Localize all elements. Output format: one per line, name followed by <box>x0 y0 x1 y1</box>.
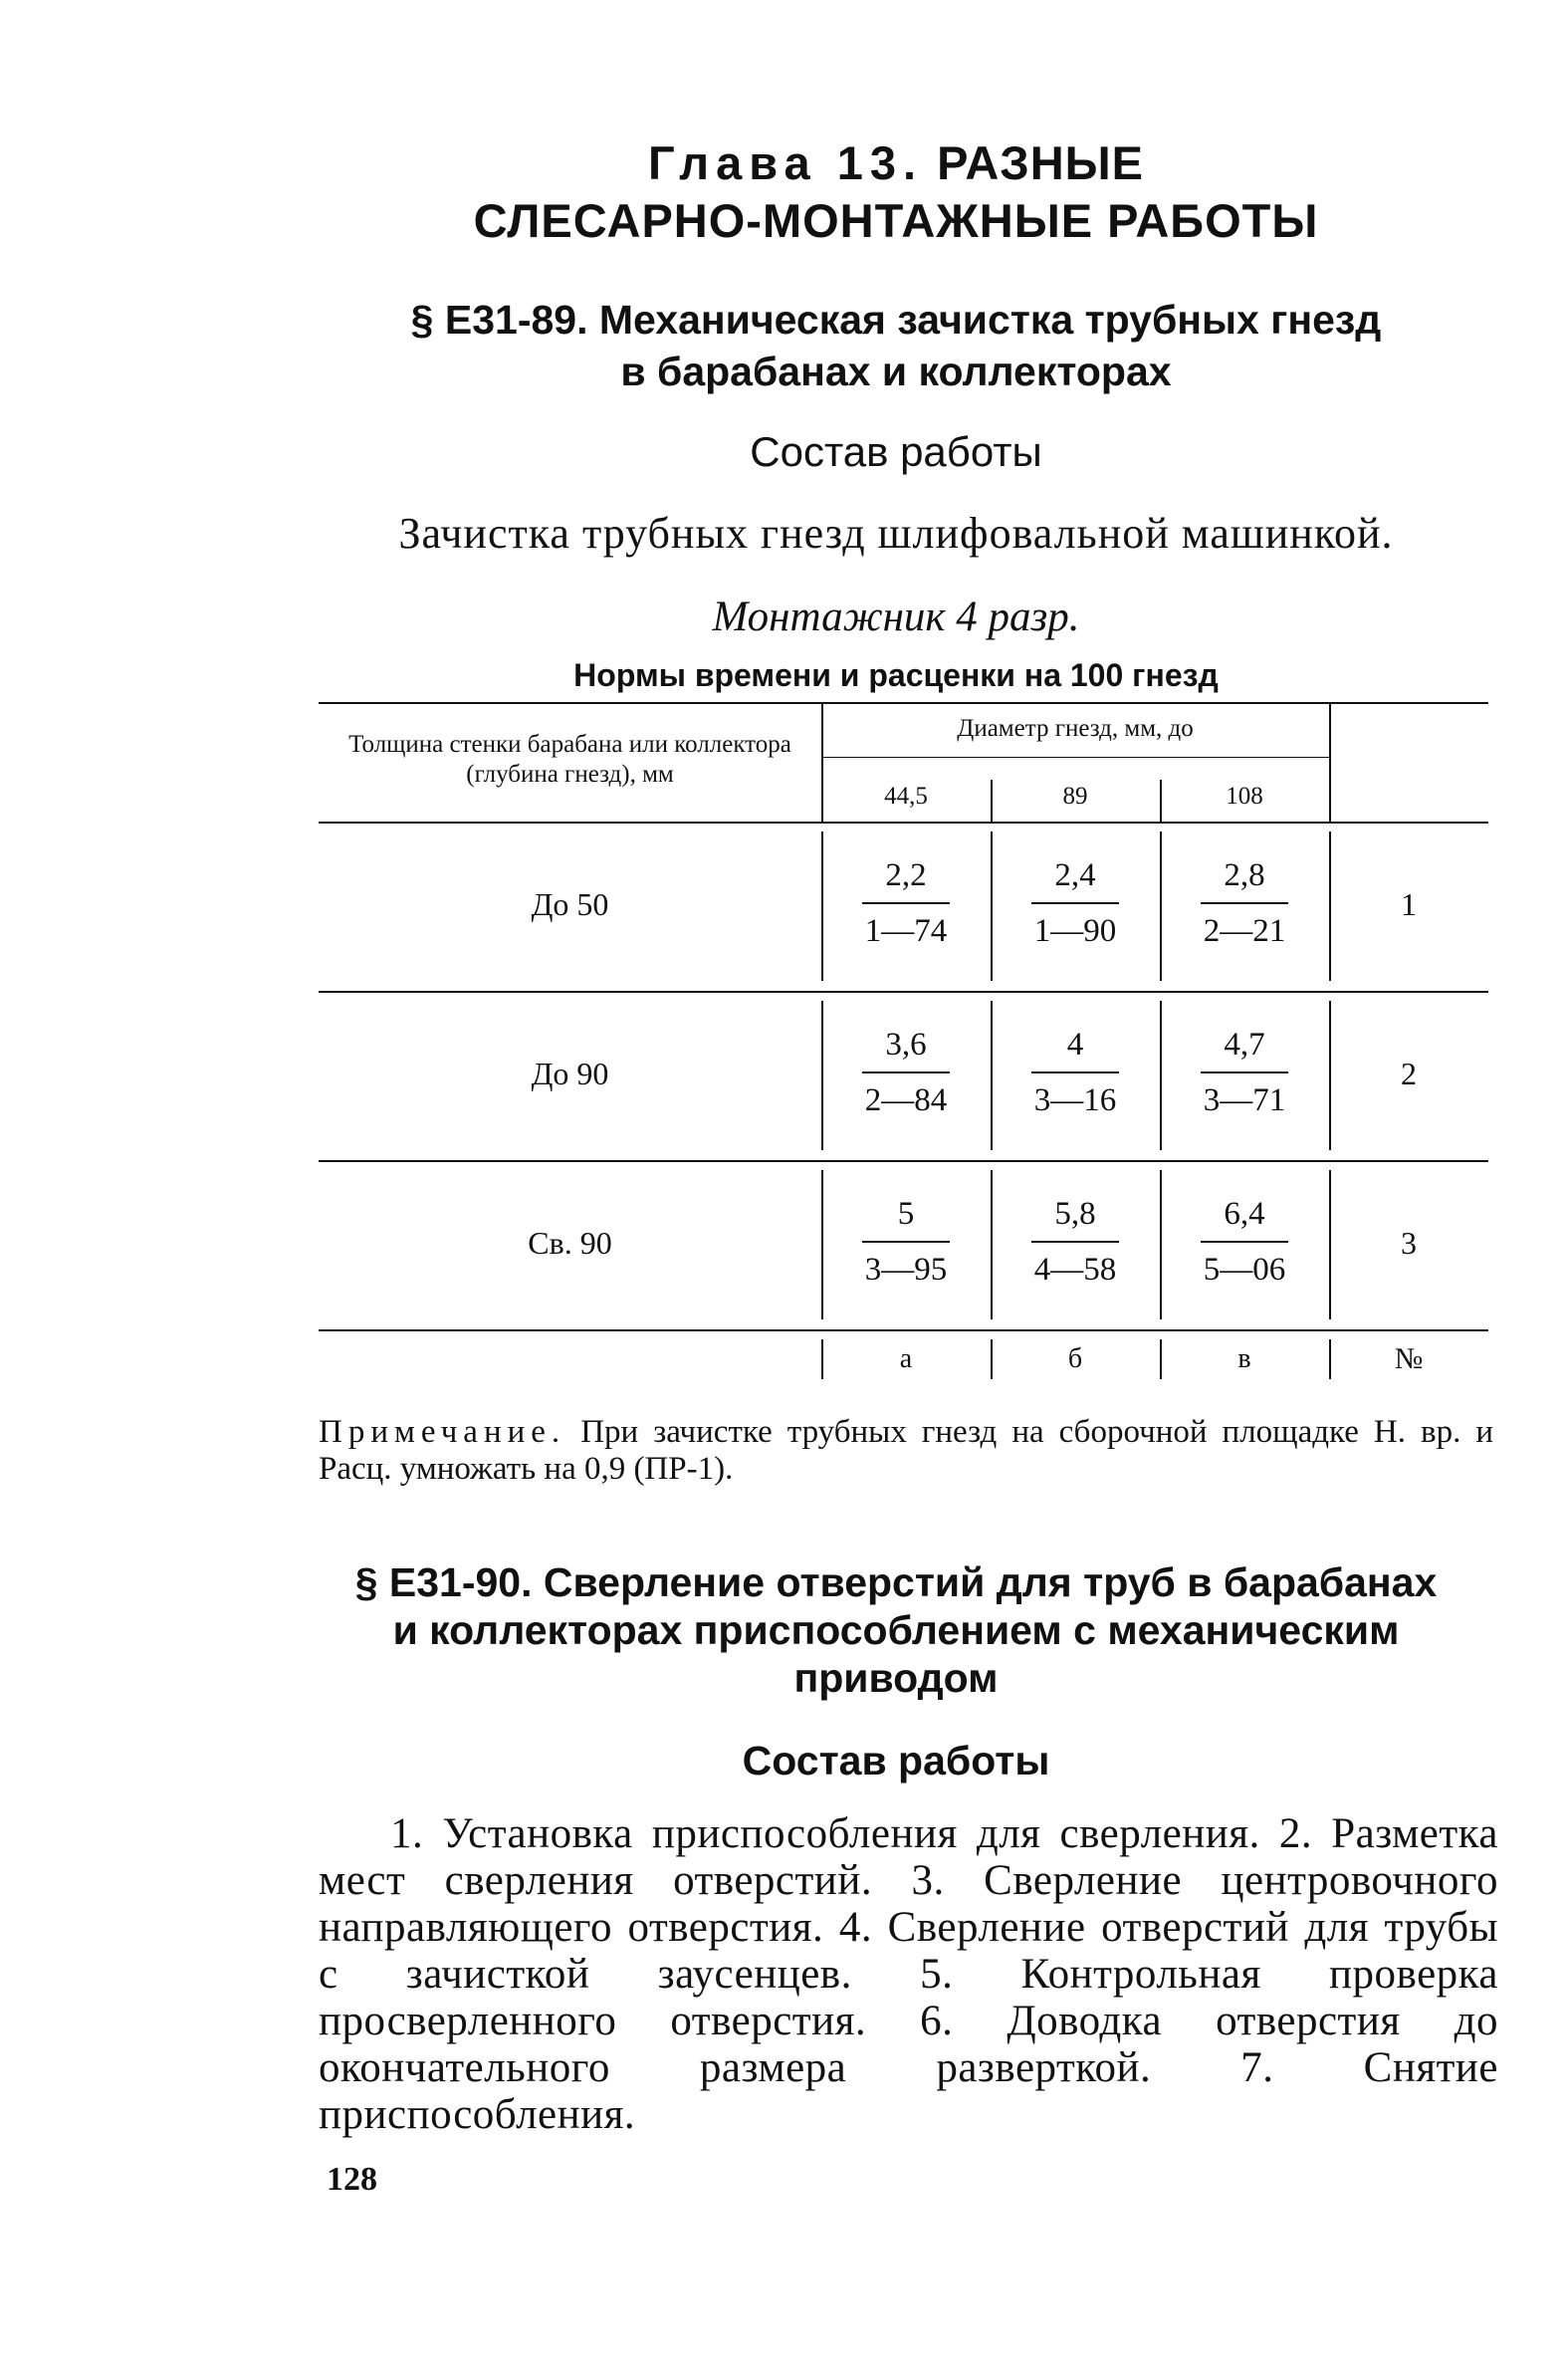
row-label: До 90 <box>531 1056 609 1091</box>
section1-title <box>299 294 1493 397</box>
price: 3—16 <box>1033 1082 1117 1118</box>
fraction-bar <box>862 1241 950 1243</box>
time-norm: 4,7 <box>1224 1027 1265 1063</box>
table-col-rule <box>1160 831 1162 981</box>
diameter-header: 89 <box>1062 783 1088 810</box>
section2-title-line3: приводом <box>793 1655 999 1701</box>
table-caption: Нормы времени и расценки на 100 гнезд <box>573 657 1219 693</box>
column-letter: а <box>899 1343 913 1374</box>
norms-table <box>319 702 1488 1379</box>
fraction-bar <box>1031 1071 1119 1073</box>
time-norm: 6,4 <box>1224 1196 1265 1232</box>
price: 1—90 <box>1033 913 1117 949</box>
price: 1—74 <box>864 913 948 949</box>
row-number: 2 <box>1401 1056 1417 1091</box>
note-text: При зачистке трубных гнезд на сборочной площадке Н. вр. и Расц. умножать на 0,9 (ПР-1). <box>319 1414 1493 1487</box>
section1-composition-text: Зачистка трубных гнезд шлифовальной машинкой. <box>398 509 1394 558</box>
fraction-bar <box>862 1071 950 1073</box>
chapter-title-line2: СЛЕСАРНО-МОНТАЖНЫЕ РАБОТЫ <box>473 194 1319 247</box>
table-rule <box>319 1160 1488 1162</box>
table-col-rule <box>1329 702 1331 822</box>
table-rule <box>319 1329 1488 1331</box>
norm-cell <box>831 856 981 950</box>
table-rule <box>319 702 1488 704</box>
table-col-rule <box>821 1170 823 1319</box>
price: 5—06 <box>1203 1252 1286 1288</box>
fraction-bar <box>1201 1241 1288 1243</box>
section2-composition-heading: Состав работы <box>742 1738 1050 1783</box>
table-col-rule <box>1160 1170 1162 1319</box>
row-label: До 50 <box>531 886 609 922</box>
time-norm: 3,6 <box>885 1027 927 1063</box>
section2-title-line1: § Е31-90. Сверление отверстий для труб в барабанах <box>354 1559 1438 1605</box>
composition-paragraph: 1. Установка приспособления для сверления. 2. Разметка мест сверления отверстий. 3. Сверление центровочного направляющего отверстия. 4. Сверление отверстий для трубы с зачисткой заусенцев. 5. Контрольная проверка просверленного отверстия. 6. Доводка отверстия до окончательного размера разверткой. 7. Снятие приспособления. <box>319 1810 1498 2138</box>
number-column-label: № <box>1394 1342 1424 1375</box>
diameter-header: 108 <box>1226 783 1263 810</box>
row-header: Толщина стенки барабана или коллектора (глубина гнезд), мм <box>348 731 791 788</box>
price: 3—71 <box>1203 1082 1286 1118</box>
time-norm: 2,4 <box>1054 857 1096 893</box>
section2-composition-text <box>319 1810 1498 2138</box>
section2-title-line2: и коллекторах приспособлением с механическим <box>392 1607 1400 1653</box>
chapter-label: Глава 13. <box>647 136 924 189</box>
time-norm: 4 <box>1066 1027 1084 1063</box>
fraction-bar <box>1031 902 1119 904</box>
row-label: Св. 90 <box>528 1225 612 1261</box>
table-col-rule <box>821 1001 823 1150</box>
norm-cell <box>831 1026 981 1119</box>
table-col-rule <box>991 831 993 981</box>
row-number: 3 <box>1401 1225 1417 1261</box>
norm-cell <box>1170 856 1319 950</box>
fraction-bar <box>1201 902 1288 904</box>
time-norm: 2,2 <box>885 857 927 893</box>
price: 4—58 <box>1033 1252 1117 1288</box>
price: 2—84 <box>864 1082 948 1118</box>
norm-cell <box>1170 1195 1319 1289</box>
page-number: 128 <box>327 2161 377 2198</box>
section1-worker: Монтажник 4 разр. <box>712 593 1080 640</box>
norm-cell <box>1001 1026 1150 1119</box>
chapter-title-line1: РАЗНЫЕ <box>937 136 1145 189</box>
table-col-rule <box>991 1001 993 1150</box>
section1-composition-heading: Состав работы <box>750 428 1042 475</box>
table-note <box>319 1414 1493 1488</box>
table-subrule <box>821 757 1329 758</box>
chapter-title <box>299 134 1493 250</box>
table-col-rule <box>991 1170 993 1319</box>
norm-cell <box>1001 856 1150 950</box>
norm-cell <box>1170 1026 1319 1119</box>
section1-title-line1: § Е31-89. Механическая зачистка трубных гнезд <box>410 297 1382 343</box>
row-number: 1 <box>1401 886 1417 922</box>
fraction-bar <box>1201 1071 1288 1073</box>
time-norm: 2,8 <box>1224 857 1265 893</box>
section2-title <box>299 1558 1493 1702</box>
diameter-group-header: Диаметр гнезд, мм, до <box>957 715 1194 742</box>
note-label: Примечание. <box>319 1414 566 1450</box>
time-norm: 5,8 <box>1054 1196 1096 1232</box>
time-norm: 5 <box>897 1196 915 1232</box>
norm-cell <box>831 1195 981 1289</box>
table-rule <box>319 991 1488 993</box>
table-rule <box>319 822 1488 824</box>
column-letter: в <box>1237 1343 1251 1374</box>
table-col-rule <box>1160 1001 1162 1150</box>
norm-cell <box>1001 1195 1150 1289</box>
column-letter: б <box>1067 1343 1083 1374</box>
fraction-bar <box>862 902 950 904</box>
section1-title-line2: в барабанах и коллекторах <box>620 349 1172 394</box>
diameter-header: 44,5 <box>884 783 928 810</box>
price: 2—21 <box>1203 913 1286 949</box>
price: 3—95 <box>864 1252 948 1288</box>
fraction-bar <box>1031 1241 1119 1243</box>
table-col-rule <box>821 831 823 981</box>
